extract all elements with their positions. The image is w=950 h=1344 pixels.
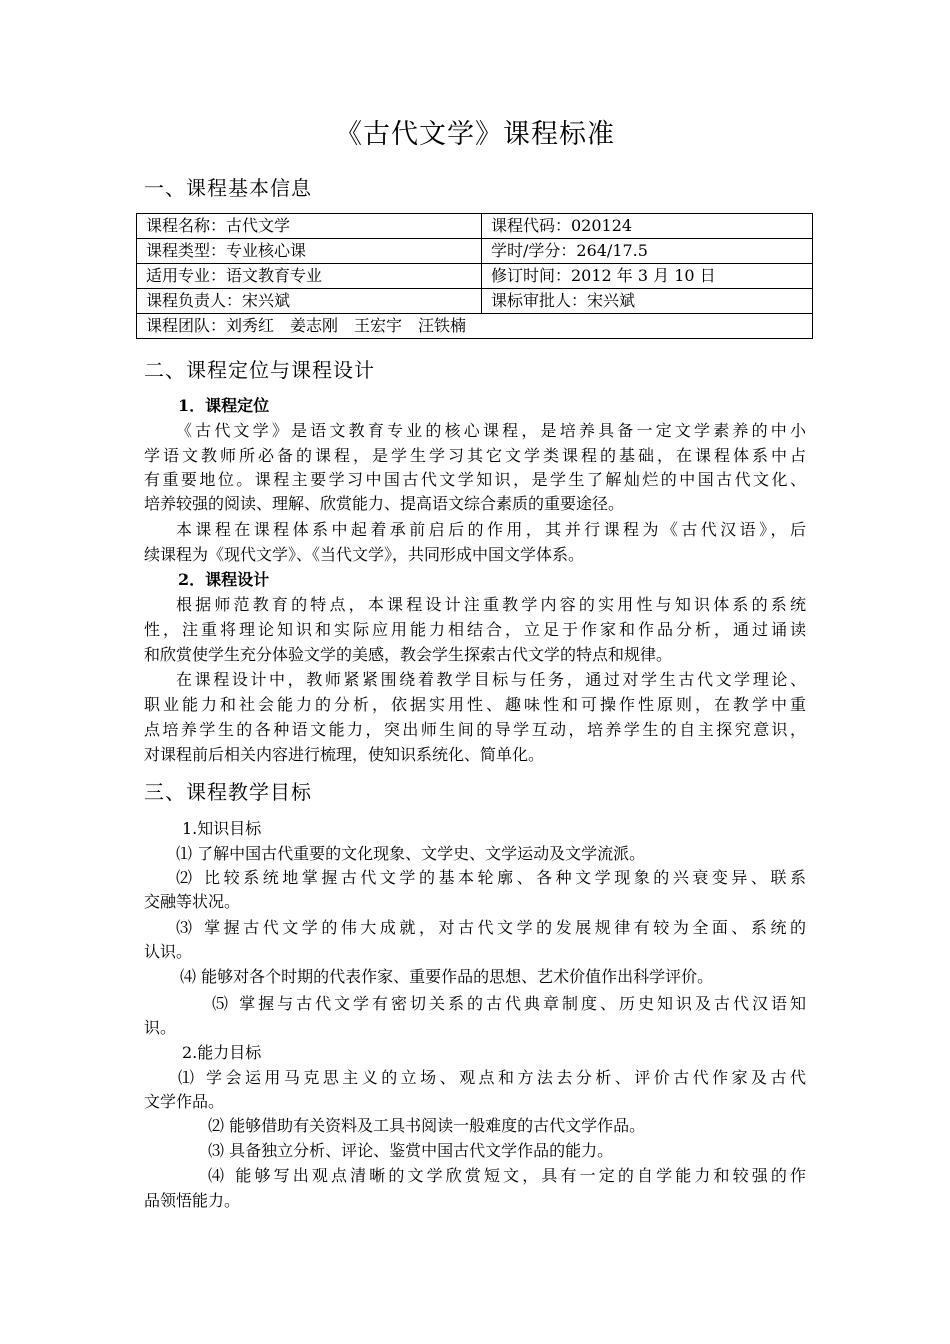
subheading-ability-goals: 2.能力目标 — [182, 1043, 262, 1062]
course-info-table — [136, 213, 813, 339]
paragraph-line: 在课程设计中，教师紧紧围绕着教学目标与任务，通过对学生古代文学理论、 — [176, 670, 806, 689]
paragraph-line: 《古代文学》是语文教育专业的核心课程，是培养具备一定文学素养的中小 — [176, 421, 806, 440]
list-item: ⑵ 比较系统地掌握古代文学的基本轮廓、各种文学现象的兴衰变异、联系 — [176, 868, 806, 887]
list-item: ⑷ 能够写出观点清晰的文学欣赏短文，具有一定的自学能力和较强的作 — [208, 1166, 806, 1185]
paragraph-line: 有重要地位。课程主要学习中国古代文学知识，是学生了解灿烂的中国古代文化、 — [144, 470, 806, 489]
table-row — [137, 214, 813, 239]
paragraph-line: 职业能力和社会能力的分析，依据实用性、趣味性和可操作性原则，在教学中重 — [144, 695, 806, 714]
table-cell: 学时/学分：264/17.5 — [482, 239, 813, 264]
subheading-knowledge-goals: 1.知识目标 — [182, 819, 262, 838]
section-heading-3: 三、课程教学目标 — [144, 780, 312, 804]
paragraph-line: 培养较强的阅读、理解、欣赏能力、提高语文综合素质的重要途径。 — [144, 494, 625, 513]
list-item: ⑴ 学会运用马克思主义的立场、观点和方法去分析、评价古代作家及古代 — [178, 1068, 806, 1087]
table-row — [137, 264, 813, 289]
list-item-continuation: 文学作品。 — [144, 1092, 225, 1111]
table-cell: 课程名称：古代文学 — [137, 214, 482, 239]
table-cell: 修订时间：2012 年 3 月 10 日 — [482, 264, 813, 289]
paragraph-line: 续课程为《现代文学》、《当代文学》，共同形成中国文学体系。 — [144, 545, 585, 564]
table-cell: 课标审批人：宋兴斌 — [482, 289, 813, 314]
table-cell: 课程团队：刘秀红 姜志刚 王宏宇 汪铁楠 — [137, 314, 813, 339]
list-item: ⑶ 具备独立分析、评论、鉴赏中国古代文学作品的能力。 — [208, 1141, 614, 1160]
list-item: ⑷ 能够对各个时期的代表作家、重要作品的思想、艺术价值作出科学评价。 — [180, 967, 714, 986]
table-cell: 课程负责人：宋兴斌 — [137, 289, 482, 314]
table-row — [137, 289, 813, 314]
section-heading-1: 一、课程基本信息 — [144, 176, 312, 200]
list-item: ⑴ 了解中国古代重要的文化现象、文学史、文学运动及文学流派。 — [176, 844, 646, 863]
table-cell: 课程代码：020124 — [482, 214, 813, 239]
table-cell: 适用专业：语文教育专业 — [137, 264, 482, 289]
paragraph-line: 本课程在课程体系中起着承前启后的作用，其并行课程为《古代汉语》，后 — [176, 520, 806, 539]
paragraph-line: 学语文教师所必备的课程，是学生学习其它文学类课程的基础，在课程体系中占 — [144, 446, 806, 465]
subheading-course-design: 2．课程设计 — [178, 570, 270, 589]
section-heading-2: 二、课程定位与课程设计 — [144, 358, 375, 382]
list-item: ⑵ 能够借助有关资料及工具书阅读一般难度的古代文学作品。 — [208, 1116, 646, 1135]
list-item-continuation: 交融等状况。 — [144, 892, 241, 911]
page-title: 《古代文学》课程标准 — [335, 119, 615, 150]
list-item: ⑶ 掌握古代文学的伟大成就，对古代文学的发展规律有较为全面、系统的 — [176, 918, 806, 937]
list-item-continuation: 品领悟能力。 — [144, 1191, 241, 1210]
table-row — [137, 314, 813, 339]
list-item: ⑸ 掌握与古代文学有密切关系的古代典章制度、历史知识及古代汉语知 — [212, 994, 806, 1013]
paragraph-line: 根据师范教育的特点，本课程设计注重教学内容的实用性与知识体系的系统 — [176, 595, 806, 614]
paragraph-line: 对课程前后相关内容进行梳理，使知识系统化、简单化。 — [144, 745, 545, 764]
subheading-course-positioning: 1．课程定位 — [178, 396, 270, 415]
paragraph-line: 点培养学生的各种语文能力，突出师生间的导学互动，培养学生的自主探究意识， — [144, 720, 806, 739]
list-item-continuation: 识。 — [144, 1018, 177, 1037]
table-cell: 课程类型：专业核心课 — [137, 239, 482, 264]
paragraph-line: 和欣赏使学生充分体验文学的美感，教会学生探索古代文学的特点和规律。 — [144, 645, 673, 664]
list-item-continuation: 认识。 — [144, 942, 193, 961]
paragraph-line: 性，注重将理论知识和实际应用能力相结合，立足于作家和作品分析，通过诵读 — [144, 620, 806, 639]
table-row — [137, 239, 813, 264]
